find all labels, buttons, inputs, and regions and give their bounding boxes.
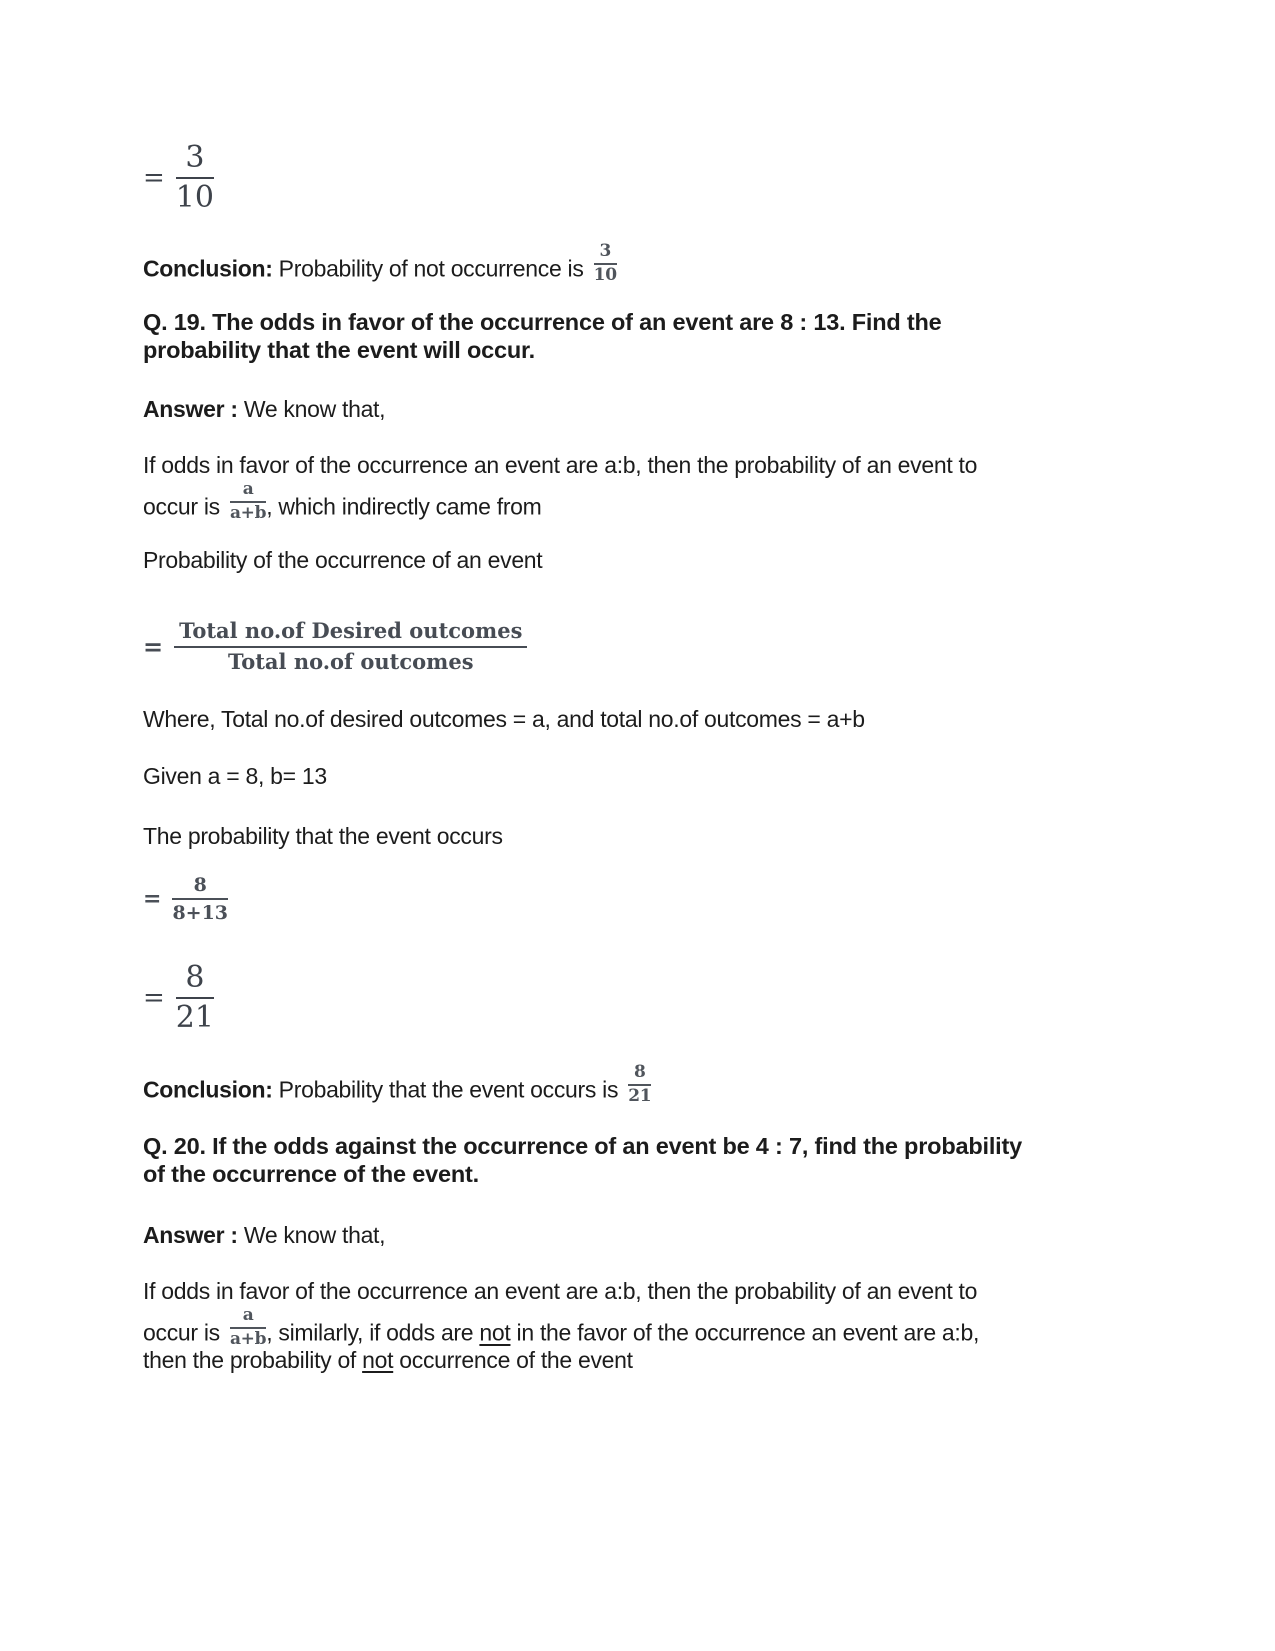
fraction-outcomes	[174, 620, 527, 673]
equals-sign: =	[143, 163, 165, 194]
fraction-denominator: 10	[175, 180, 214, 216]
q20-intro-line3	[143, 1347, 1135, 1374]
q20-intro-line1: If odds in favor of the occurrence an event are a:b, then the probability of an event to	[143, 1278, 978, 1304]
fraction-denominator: a+b	[229, 503, 267, 524]
formula-three-tenths	[143, 142, 1135, 215]
q19-conclusion-line	[143, 1062, 1135, 1107]
inline-fraction-8-21	[628, 1064, 651, 1106]
fraction-3-10	[176, 142, 214, 215]
q19-probability-line: The probability that the event occurs	[143, 822, 503, 849]
question-19-heading-line2: probability that the event will occur.	[143, 337, 535, 364]
answer-text: We know that,	[237, 1222, 386, 1248]
conclusion-text: Probability that the event occurs is	[272, 1077, 625, 1103]
question-19-heading	[143, 308, 1135, 364]
fraction-denominator: 8+13	[172, 902, 229, 925]
q19-intro-line1: If odds in favor of the occurrence an event are a:b, then the probability of an event to	[143, 452, 978, 479]
q19-intro-line2-pre: occur is	[143, 494, 226, 521]
question-20-heading-line1: Q. 20. If the odds against the occurrence of an event be 4 : 7, find the probability	[143, 1133, 1022, 1159]
conclusion-label: Conclusion:	[143, 255, 273, 282]
answer-label: Answer :	[143, 1222, 238, 1248]
fraction-numerator: Total no.of Desired outcomes	[174, 620, 527, 648]
equals-sign: =	[143, 632, 164, 662]
fraction-numerator: a	[230, 1307, 266, 1329]
q19-intro-line2	[143, 479, 1135, 524]
inline-fraction-a-over-a-plus-b	[230, 481, 266, 523]
q20-intro-line2	[143, 1305, 1135, 1347]
q20-intro-line2-pre: occur is	[143, 1319, 226, 1346]
q19-intro-paragraph	[143, 452, 1135, 524]
q19-answer-line	[143, 396, 1135, 423]
conclusion-label: Conclusion:	[143, 1077, 273, 1103]
equals-sign: =	[143, 886, 162, 913]
fraction-numerator: 3	[176, 142, 214, 179]
fraction-numerator: 8	[176, 962, 214, 999]
answer-label: Answer :	[143, 396, 238, 423]
underlined-not: not	[362, 1346, 394, 1373]
fraction-numerator: a	[230, 481, 266, 503]
fraction-denominator: Total no.of outcomes	[228, 648, 474, 674]
fraction-8-21	[175, 959, 214, 1035]
formula-desired-over-total-outcomes	[143, 620, 1135, 673]
underlined-not: not	[479, 1319, 511, 1346]
fraction-denominator: 10	[593, 264, 617, 285]
q20-intro-line3-pre: then the probability of	[143, 1346, 363, 1373]
q19-definition-line: Probability of the occurrence of an event	[143, 547, 543, 574]
fraction-numerator: 3	[594, 243, 617, 265]
fraction-numerator: 8	[172, 875, 228, 901]
equals-sign: =	[143, 982, 165, 1013]
question-20-heading-line2: of the occurrence of the event.	[143, 1161, 479, 1187]
fraction-denominator: a+b	[229, 1328, 267, 1349]
conclusion-text: Probability of not occurrence is	[272, 255, 590, 282]
conclusion-line-prev	[143, 241, 1135, 283]
fraction-denominator: 21	[628, 1086, 652, 1107]
q20-answer-line	[143, 1222, 1135, 1249]
answer-text: We know that,	[237, 396, 386, 423]
q19-given-line: Given a = 8, b= 13	[143, 762, 327, 789]
formula-eight-twentyfirsts	[143, 959, 1135, 1035]
q20-intro-line3-post: occurrence of the event	[393, 1346, 633, 1373]
fraction-8-over-8-plus-13	[172, 875, 228, 924]
q20-intro-paragraph	[143, 1278, 1135, 1374]
q20-intro-line2-mid1: , similarly, if odds are	[266, 1319, 480, 1346]
q19-intro-line2-post: , which indirectly came from	[266, 494, 542, 521]
inline-fraction-3-10	[593, 240, 617, 285]
q20-intro-line2-mid2: in the favor of the occurrence an event are a:b,	[510, 1319, 980, 1346]
question-19-heading-line1: Q. 19. The odds in favor of the occurrence of an event are 8 : 13. Find the	[143, 309, 942, 336]
question-20-heading	[143, 1132, 1135, 1188]
inline-fraction-a-over-a-plus-b	[230, 1307, 266, 1349]
fraction-numerator: 8	[628, 1064, 651, 1086]
formula-8-over-8-plus-13	[143, 875, 1135, 924]
q19-where-line: Where, Total no.of desired outcomes = a, and total no.of outcomes = a+b	[143, 705, 865, 732]
fraction-denominator: 21	[175, 999, 214, 1035]
